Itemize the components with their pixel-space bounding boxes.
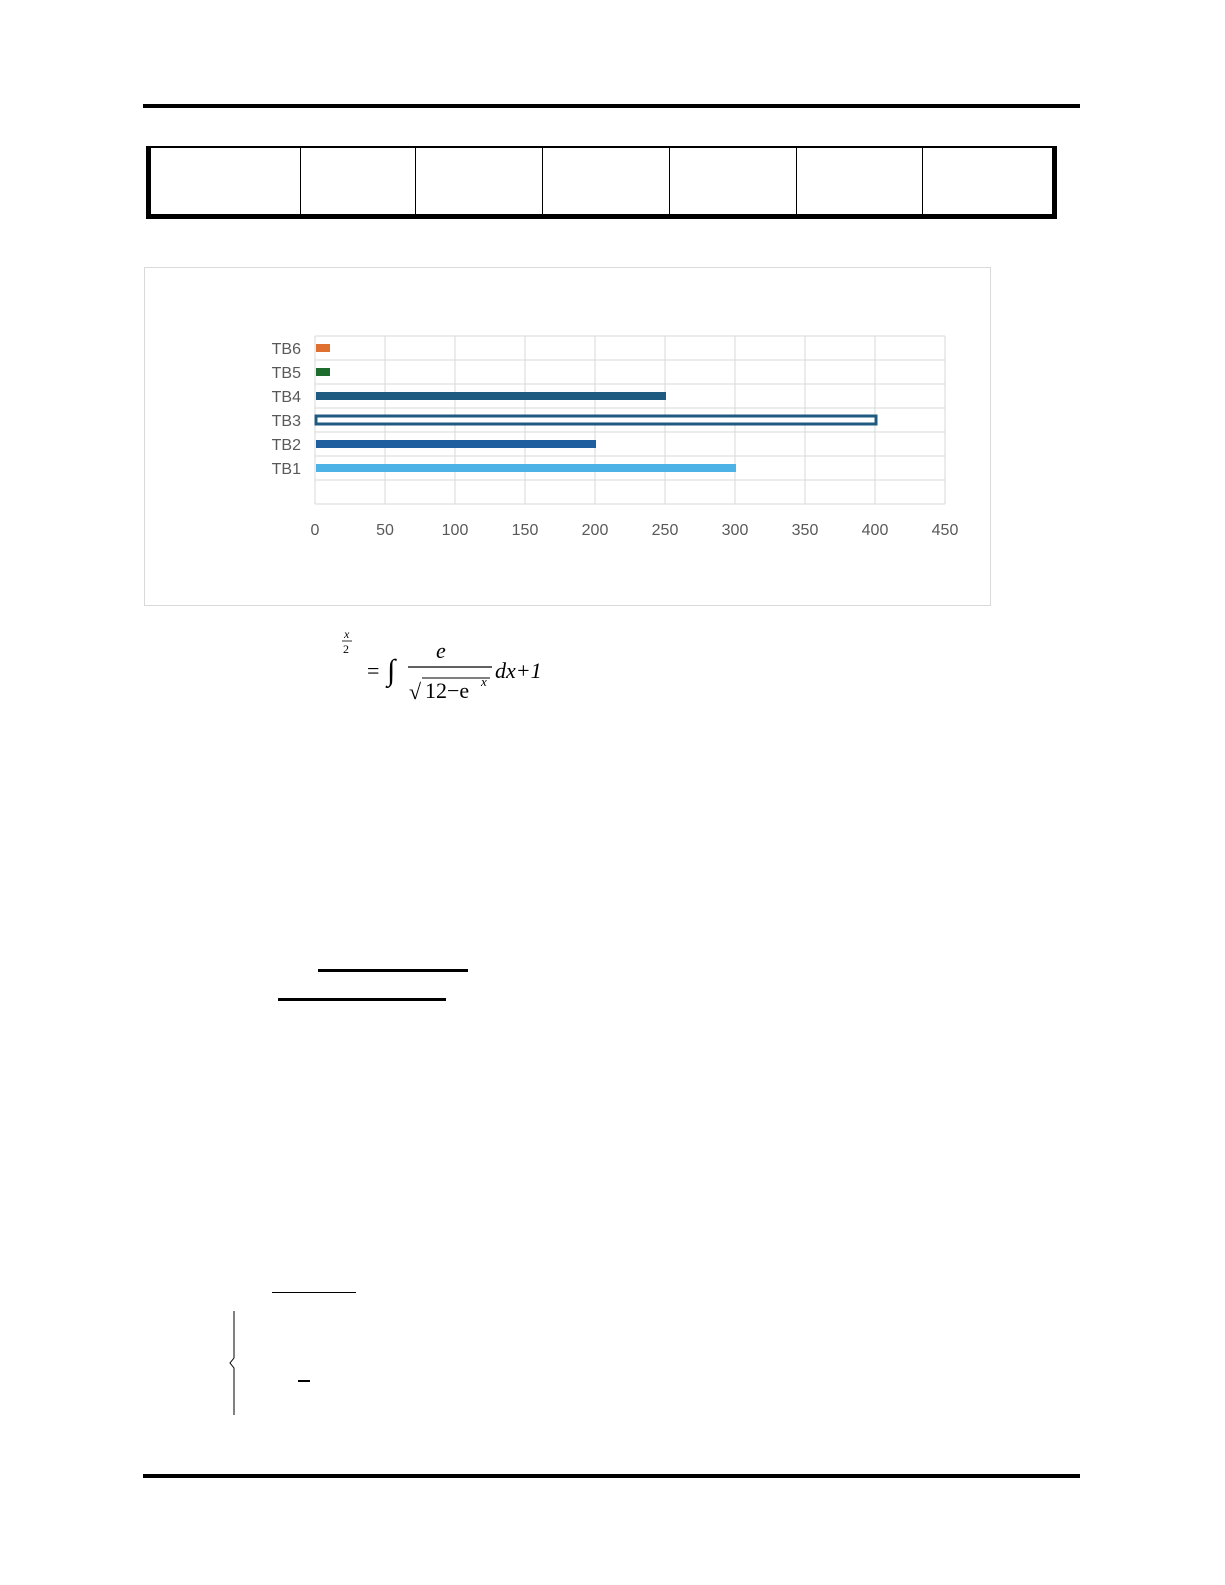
- equals-sign: =: [367, 658, 380, 683]
- table-cell: [416, 147, 543, 217]
- radicand-exponent: x: [481, 674, 487, 689]
- x-tick-label: 250: [651, 522, 679, 539]
- x-tick-label: 200: [581, 522, 609, 539]
- formula-tail: dx+1: [495, 658, 542, 683]
- bar-tb3: [316, 416, 876, 424]
- integral-sign: ∫: [387, 654, 396, 687]
- exponent-denominator: 2: [343, 642, 349, 656]
- empty-header-table: [146, 146, 1057, 219]
- table-cell: [796, 147, 923, 217]
- x-tick-label: 350: [791, 522, 819, 539]
- bar-tb1: [316, 464, 736, 472]
- top-rule: [143, 104, 1080, 108]
- x-tick-label: 300: [721, 522, 749, 539]
- bar-tb2: [316, 440, 596, 448]
- table-cell: [149, 147, 301, 217]
- bar-tb5: [316, 368, 330, 376]
- table-cell: [543, 147, 670, 217]
- integral-formula: [340, 628, 580, 708]
- y-tick-label: TB4: [271, 389, 301, 406]
- y-tick-label: TB3: [271, 413, 301, 430]
- x-tick-label: 0: [310, 522, 320, 539]
- fraction-bar: [272, 1292, 356, 1293]
- x-tick-label: 150: [511, 522, 539, 539]
- x-tick-label: 50: [376, 522, 394, 539]
- x-tick-label: 450: [931, 522, 959, 539]
- bar-tb6: [316, 344, 330, 352]
- bottom-rule: [143, 1474, 1080, 1478]
- exponent-numerator: x: [344, 628, 350, 641]
- bar-tb4: [316, 392, 666, 400]
- table-cell: [300, 147, 416, 217]
- bar-chart: [145, 268, 992, 607]
- radical-sign: √: [409, 679, 422, 704]
- table-cell: [923, 147, 1055, 217]
- brace-symbol: [226, 1310, 240, 1416]
- underline-rule: [278, 998, 446, 1001]
- table-cell: [669, 147, 796, 217]
- radicand: 12−e: [425, 678, 470, 703]
- bar-chart-frame: [144, 267, 991, 606]
- y-tick-label: TB2: [271, 437, 301, 454]
- x-tick-label: 400: [861, 522, 889, 539]
- x-tick-label: 100: [441, 522, 469, 539]
- table-row: [149, 147, 1055, 217]
- fraction-numerator: e: [436, 638, 446, 663]
- y-tick-label: TB6: [271, 341, 301, 358]
- y-tick-label: TB5: [271, 365, 301, 382]
- y-tick-label: TB1: [271, 461, 301, 478]
- underline-rule: [318, 969, 468, 972]
- minus-dash: [298, 1380, 310, 1382]
